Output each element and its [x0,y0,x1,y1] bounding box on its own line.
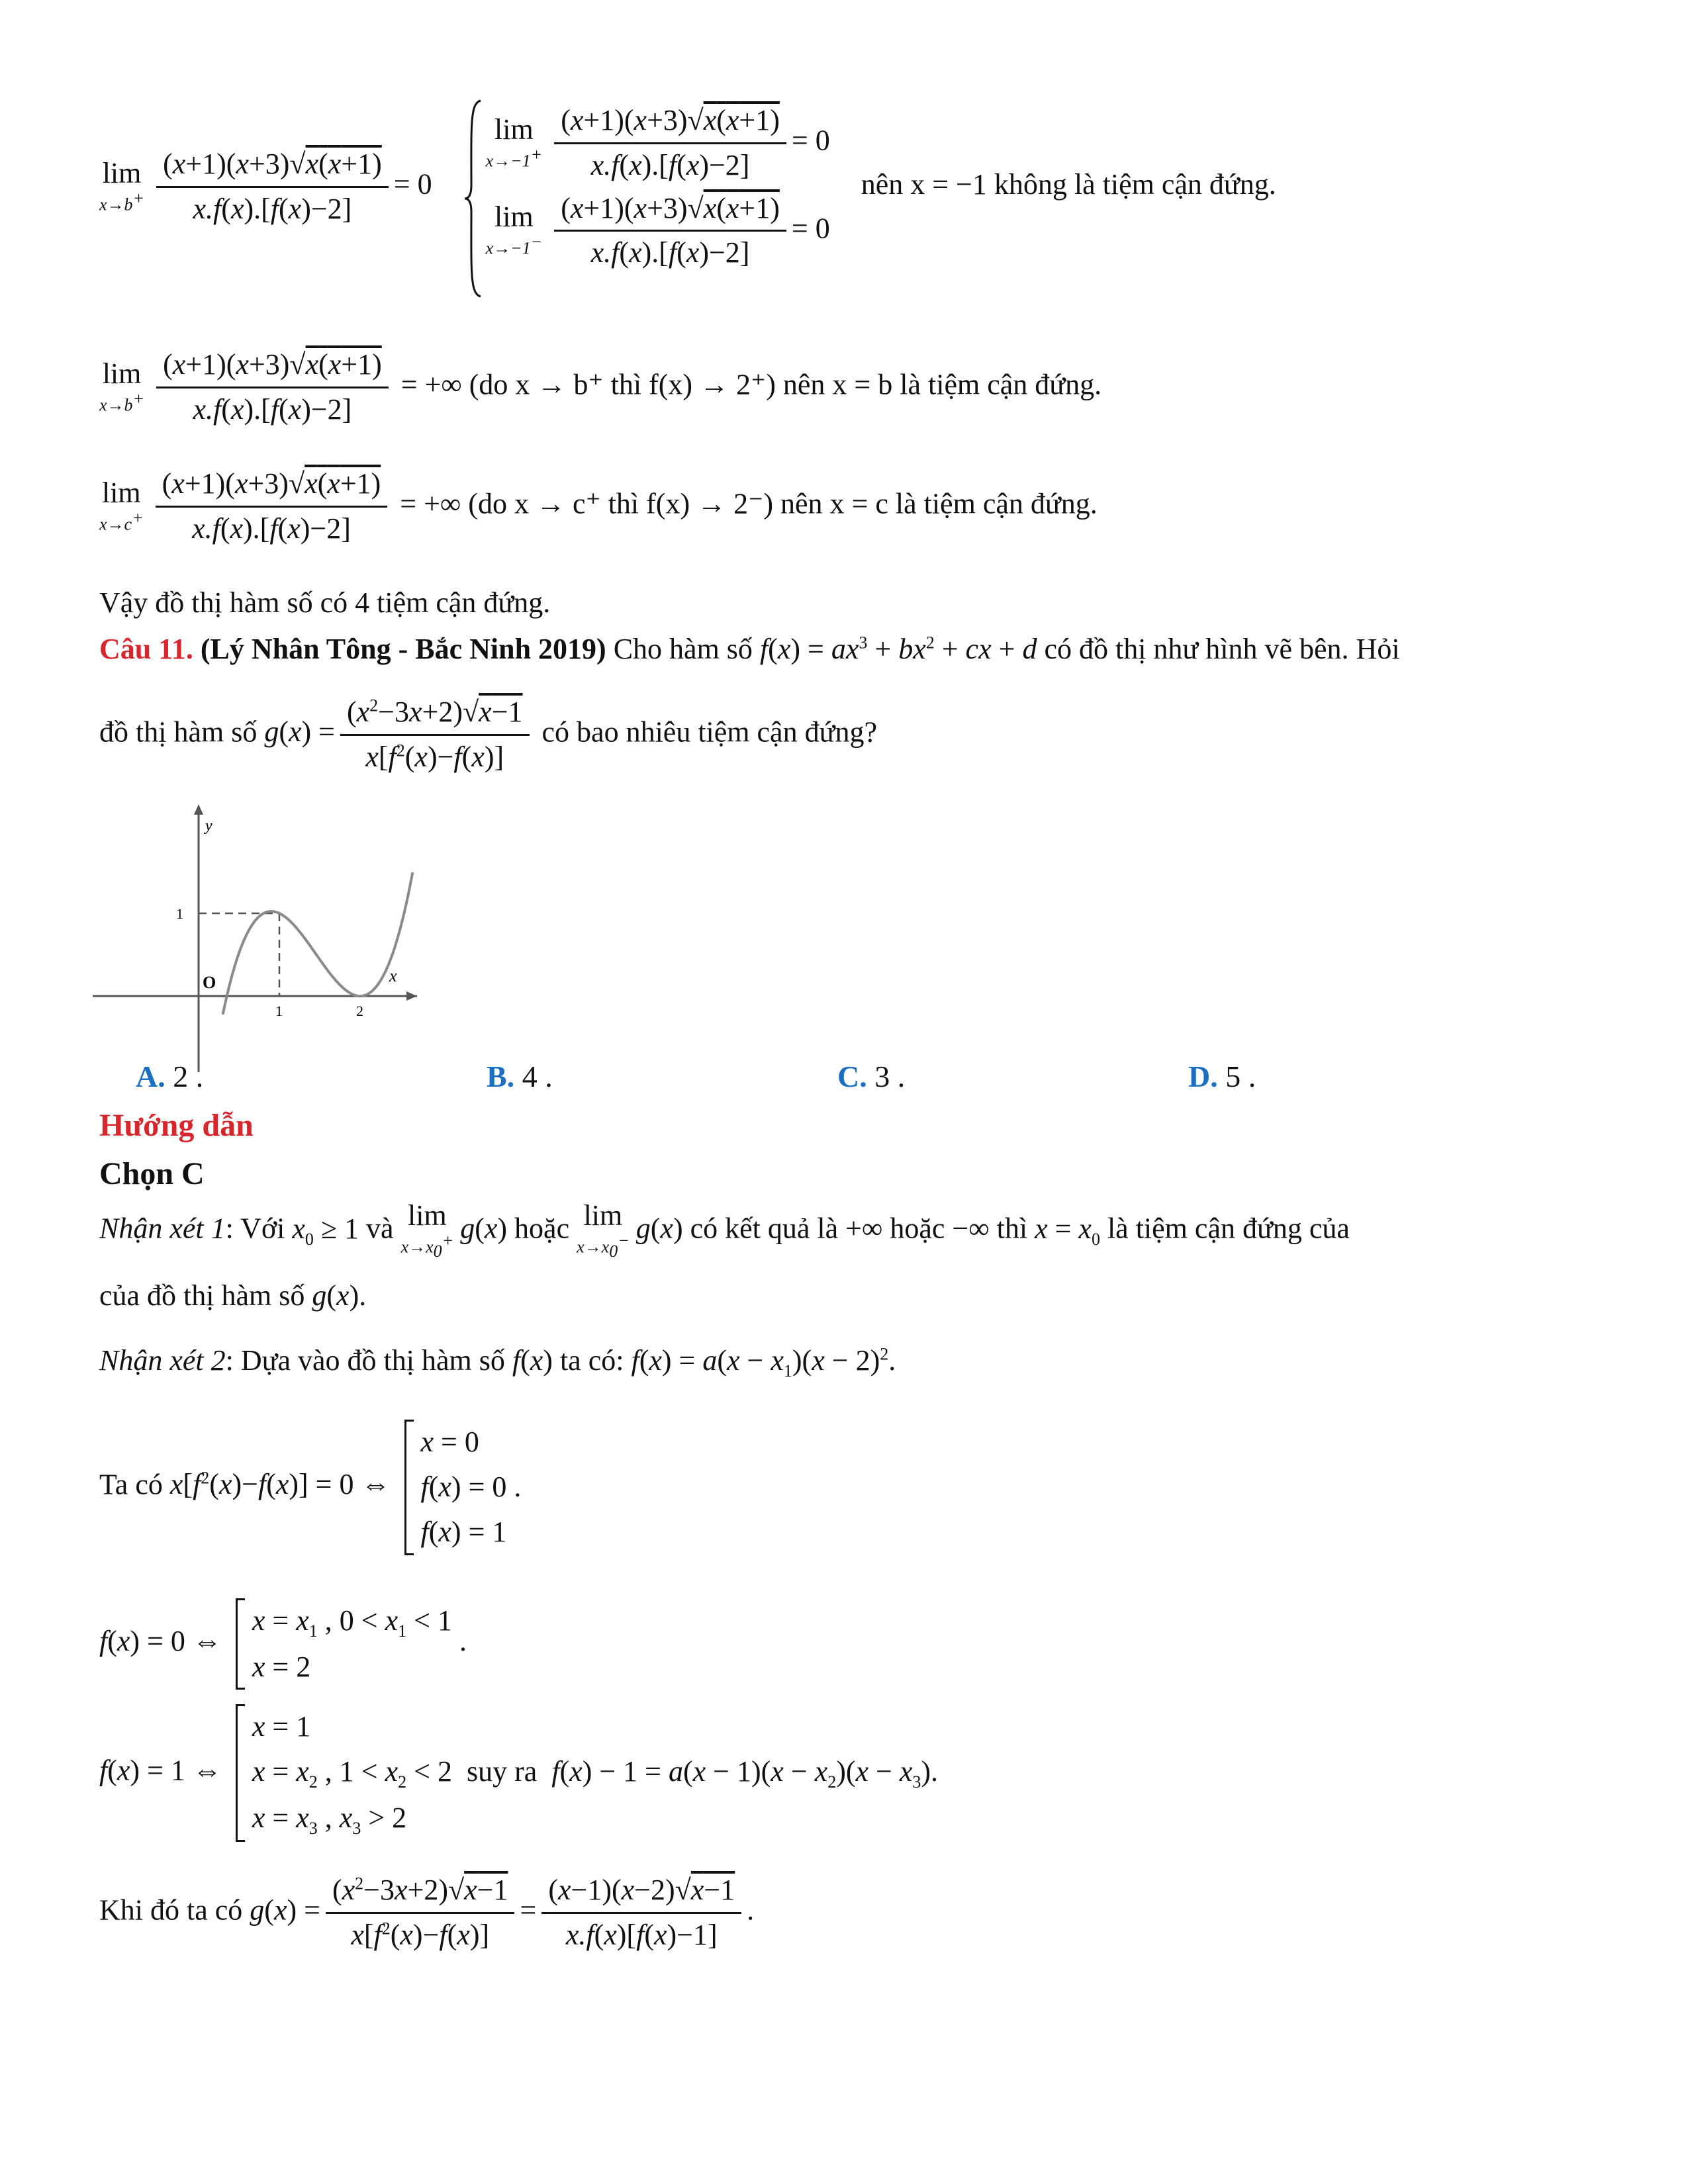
tick-2-x-label: 2 [356,1003,363,1019]
conclusion-3: = +∞ (do x → c⁺ thì f(x) → 2⁻) nên x = c là tiệm cận đứng. [400,487,1098,520]
x-axis-label: x [389,966,397,985]
answer-choice: Chọn C [99,1156,205,1191]
conclusion-2: = +∞ (do x → b⁺ thì f(x) → 2⁺) nên x = b là tiệm cận đứng. [400,368,1102,401]
tick-1-y-label: 1 [176,905,183,922]
remark-2: Nhận xét 2: Dựa vào đồ thị hàm số f(x) ta có: $f(x) = a(x - x_1)(x - 2)^2$. [99,1344,896,1381]
choice-a[interactable]: A. 2 . [136,1060,204,1093]
limit-line-3: lim x→c+ $\frac{(x+1)(x+3)√x(x+1)}{x.f(x).[f(x)-2]}$ = +∞ (do x → c⁺ thì f(x) → 2⁻) nên x = c là tiệm cận đứng. [99,467,1098,545]
eq-f-one: f(x) = 1 ⇔ x = 1 $x = x_2$ , $1 < x_2 < 2$ suy ra $f(x) - 1 = a(x - 1)(x - x_2)(x - x_3)$. $x = x_3$ , $x_3 > 2$ [99,1704,938,1842]
solution-heading: Hướng dẫn [99,1108,254,1143]
y-arrow-icon [194,804,203,815]
eq-f-zero: f(x) = 0 ⇔ $x = x_1$ , $0 < x_1 < 1$ x = 2 . [99,1598,467,1690]
eq-taco: Ta có $x[f^2(x)-f(x)] = 0$ ⇔ x = 0 f(x) = 0 . f(x) = 1 [99,1420,521,1555]
remark-1-line-2: của đồ thị hàm số g(x). [99,1279,367,1312]
question-source: (Lý Nhân Tông - Bắc Ninh 2019) [200,633,606,665]
remark-1: Nhận xét 1: Với $x_0 \ge 1$ và lim $x\to x_0^+$ g(x) hoặc lim $x\to x_0^-$ g(x) có kết quả là +∞ hoặc −∞ thì $x = x_0$ là tiệm cận đứng của [99,1199,1350,1261]
question-line-1: Câu 11. (Lý Nhân Tông - Bắc Ninh 2019) Cho hàm số $f(x) = ax^3 + bx^2$ + cx + d có đồ thị như hình vẽ bên. Hỏi [99,633,1400,665]
choice-d[interactable]: D. 5 . [1188,1060,1256,1093]
cubic-graph [93,797,437,1075]
y-axis-label: y [205,817,212,835]
limit-line-2: lim x→b+ $\frac{(x+1)(x+3)√x(x+1)}{x.f(x).[f(x)-2]}$ = +∞ (do x → b⁺ thì f(x) → 2⁺) nên x = b là tiệm cận đứng. [99,348,1102,426]
summary-text: Vậy đồ thị hàm số có 4 tiệm cận đứng. [99,586,551,619]
conclusion-1: nên x = −1 không là tiệm cận đứng. [861,167,1276,201]
system-brace: lim x→−1+ $\frac{(x+1)(x+3)√x(x+1)}{x.f(x).[f(x)-2]}$ = 0 lim x→−1− $\frac{(x+1)(x+3)√x(x+1)}{x.f(x).[f(x)-2]}$ = 0 [463,99,830,275]
tick-1-x-label: 1 [275,1003,283,1019]
question-label: Câu 11. [99,633,193,665]
choice-b[interactable]: B. 4 . [487,1060,553,1093]
origin-label: O [203,973,216,992]
cubic-curve [223,872,413,1015]
limit-line-1: lim x→b+ $\frac{(x+1)(x+3)√x(x+1)}{x.f(x).[f(x)-2]}$ = 0 lim x→−1+ $\frac{(x+1)(x+3)√x(x+1)}{x.f(x).[f(x)-2]}$ = 0 lim x→−1− $\frac{(x+1)(x+3)√x(x+1)}{x.f(x).[f(x)-2]}$ = 0 nên x = −1 không là tiệm cận đứng. [99,99,1276,275]
choice-c[interactable]: C. 3 . [837,1060,906,1093]
eq-khido: Khi đó ta có g(x) = $\frac{(x^2-3x+2)√x-1}{x[f^2(x)-f(x)]}$ = $\frac{(x-1)(x-2)√x-1}{x.f(x)[f(x)-1]}$ . [99,1874,755,1951]
x-arrow-icon [406,991,417,1001]
question-line-2: đồ thị hàm số g(x) = $\frac{(x^2-3x+2)√x-1}{x[f^2(x)-f(x)]}$ có bao nhiêu tiệm cận đứng? [99,696,877,773]
